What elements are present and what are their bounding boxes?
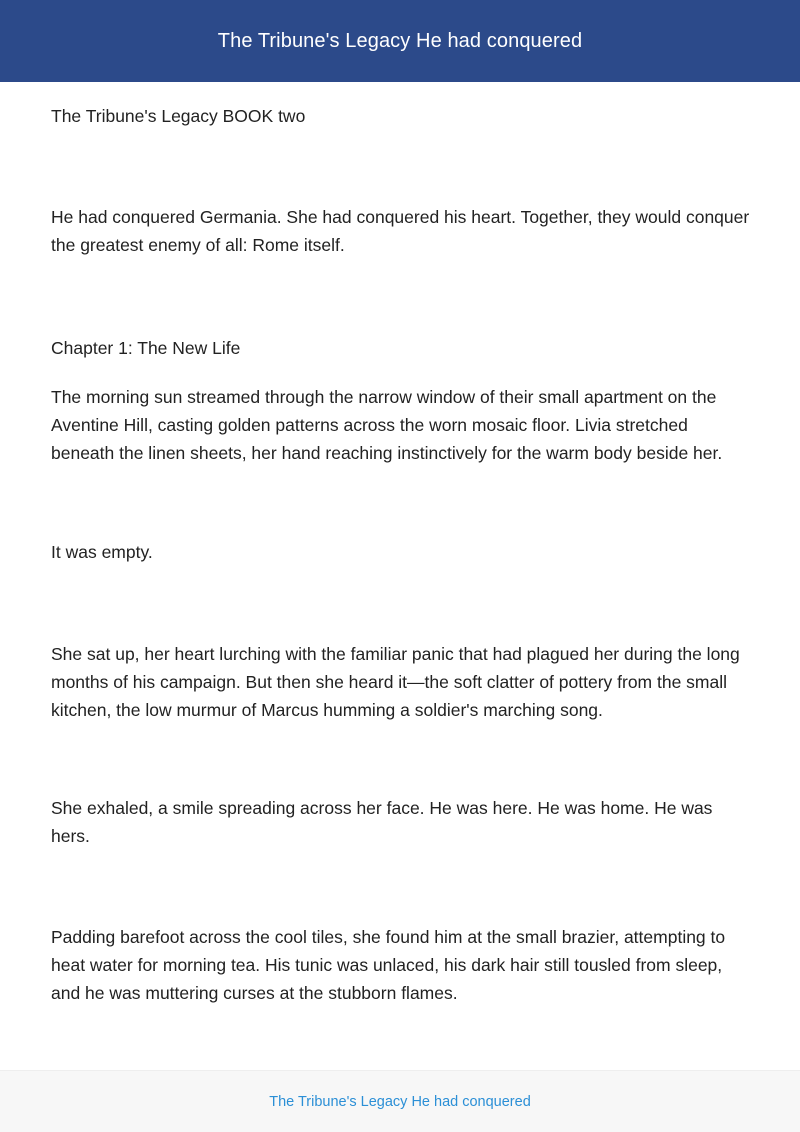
paragraph: She exhaled, a smile spreading across her face. He was here. He was home. He was hers. <box>51 798 713 846</box>
paragraph: She sat up, her heart lurching with the familiar panic that had plagued her during the long months of his campaign. But then she heard it—the soft clatter of pottery from the small kitchen, the low murmur of Marcus humming a soldier's marching song. <box>51 644 740 720</box>
paragraph: Padding barefoot across the cool tiles, she found him at the small brazier, attempting to heat water for morning tea. His tunic was unlaced, his dark hair still tousled from sleep, and he was muttering curses at the stubborn flames. <box>51 927 726 1003</box>
footer-bar <box>0 1070 800 1132</box>
tagline-paragraph: He had conquered Germania. She had conquered his heart. Together, they would conquer the greatest enemy of all: Rome itself. <box>51 207 750 255</box>
paragraph: It was empty. <box>51 542 153 562</box>
book-title-line: The Tribune's Legacy BOOK two <box>51 106 306 126</box>
page-title: The Tribune's Legacy He had conquered <box>217 29 583 52</box>
footer-link[interactable]: The Tribune's Legacy He had conquered <box>269 1093 531 1110</box>
chapter-heading: Chapter 1: The New Life <box>51 338 241 358</box>
paragraph: The morning sun streamed through the narrow window of their small apartment on the Aventine Hill, casting golden patterns across the worn mosaic floor. Livia stretched beneath the linen sheets, her hand reaching instinctively for the warm body beside her. <box>51 387 723 463</box>
top-header-bar <box>0 0 800 82</box>
